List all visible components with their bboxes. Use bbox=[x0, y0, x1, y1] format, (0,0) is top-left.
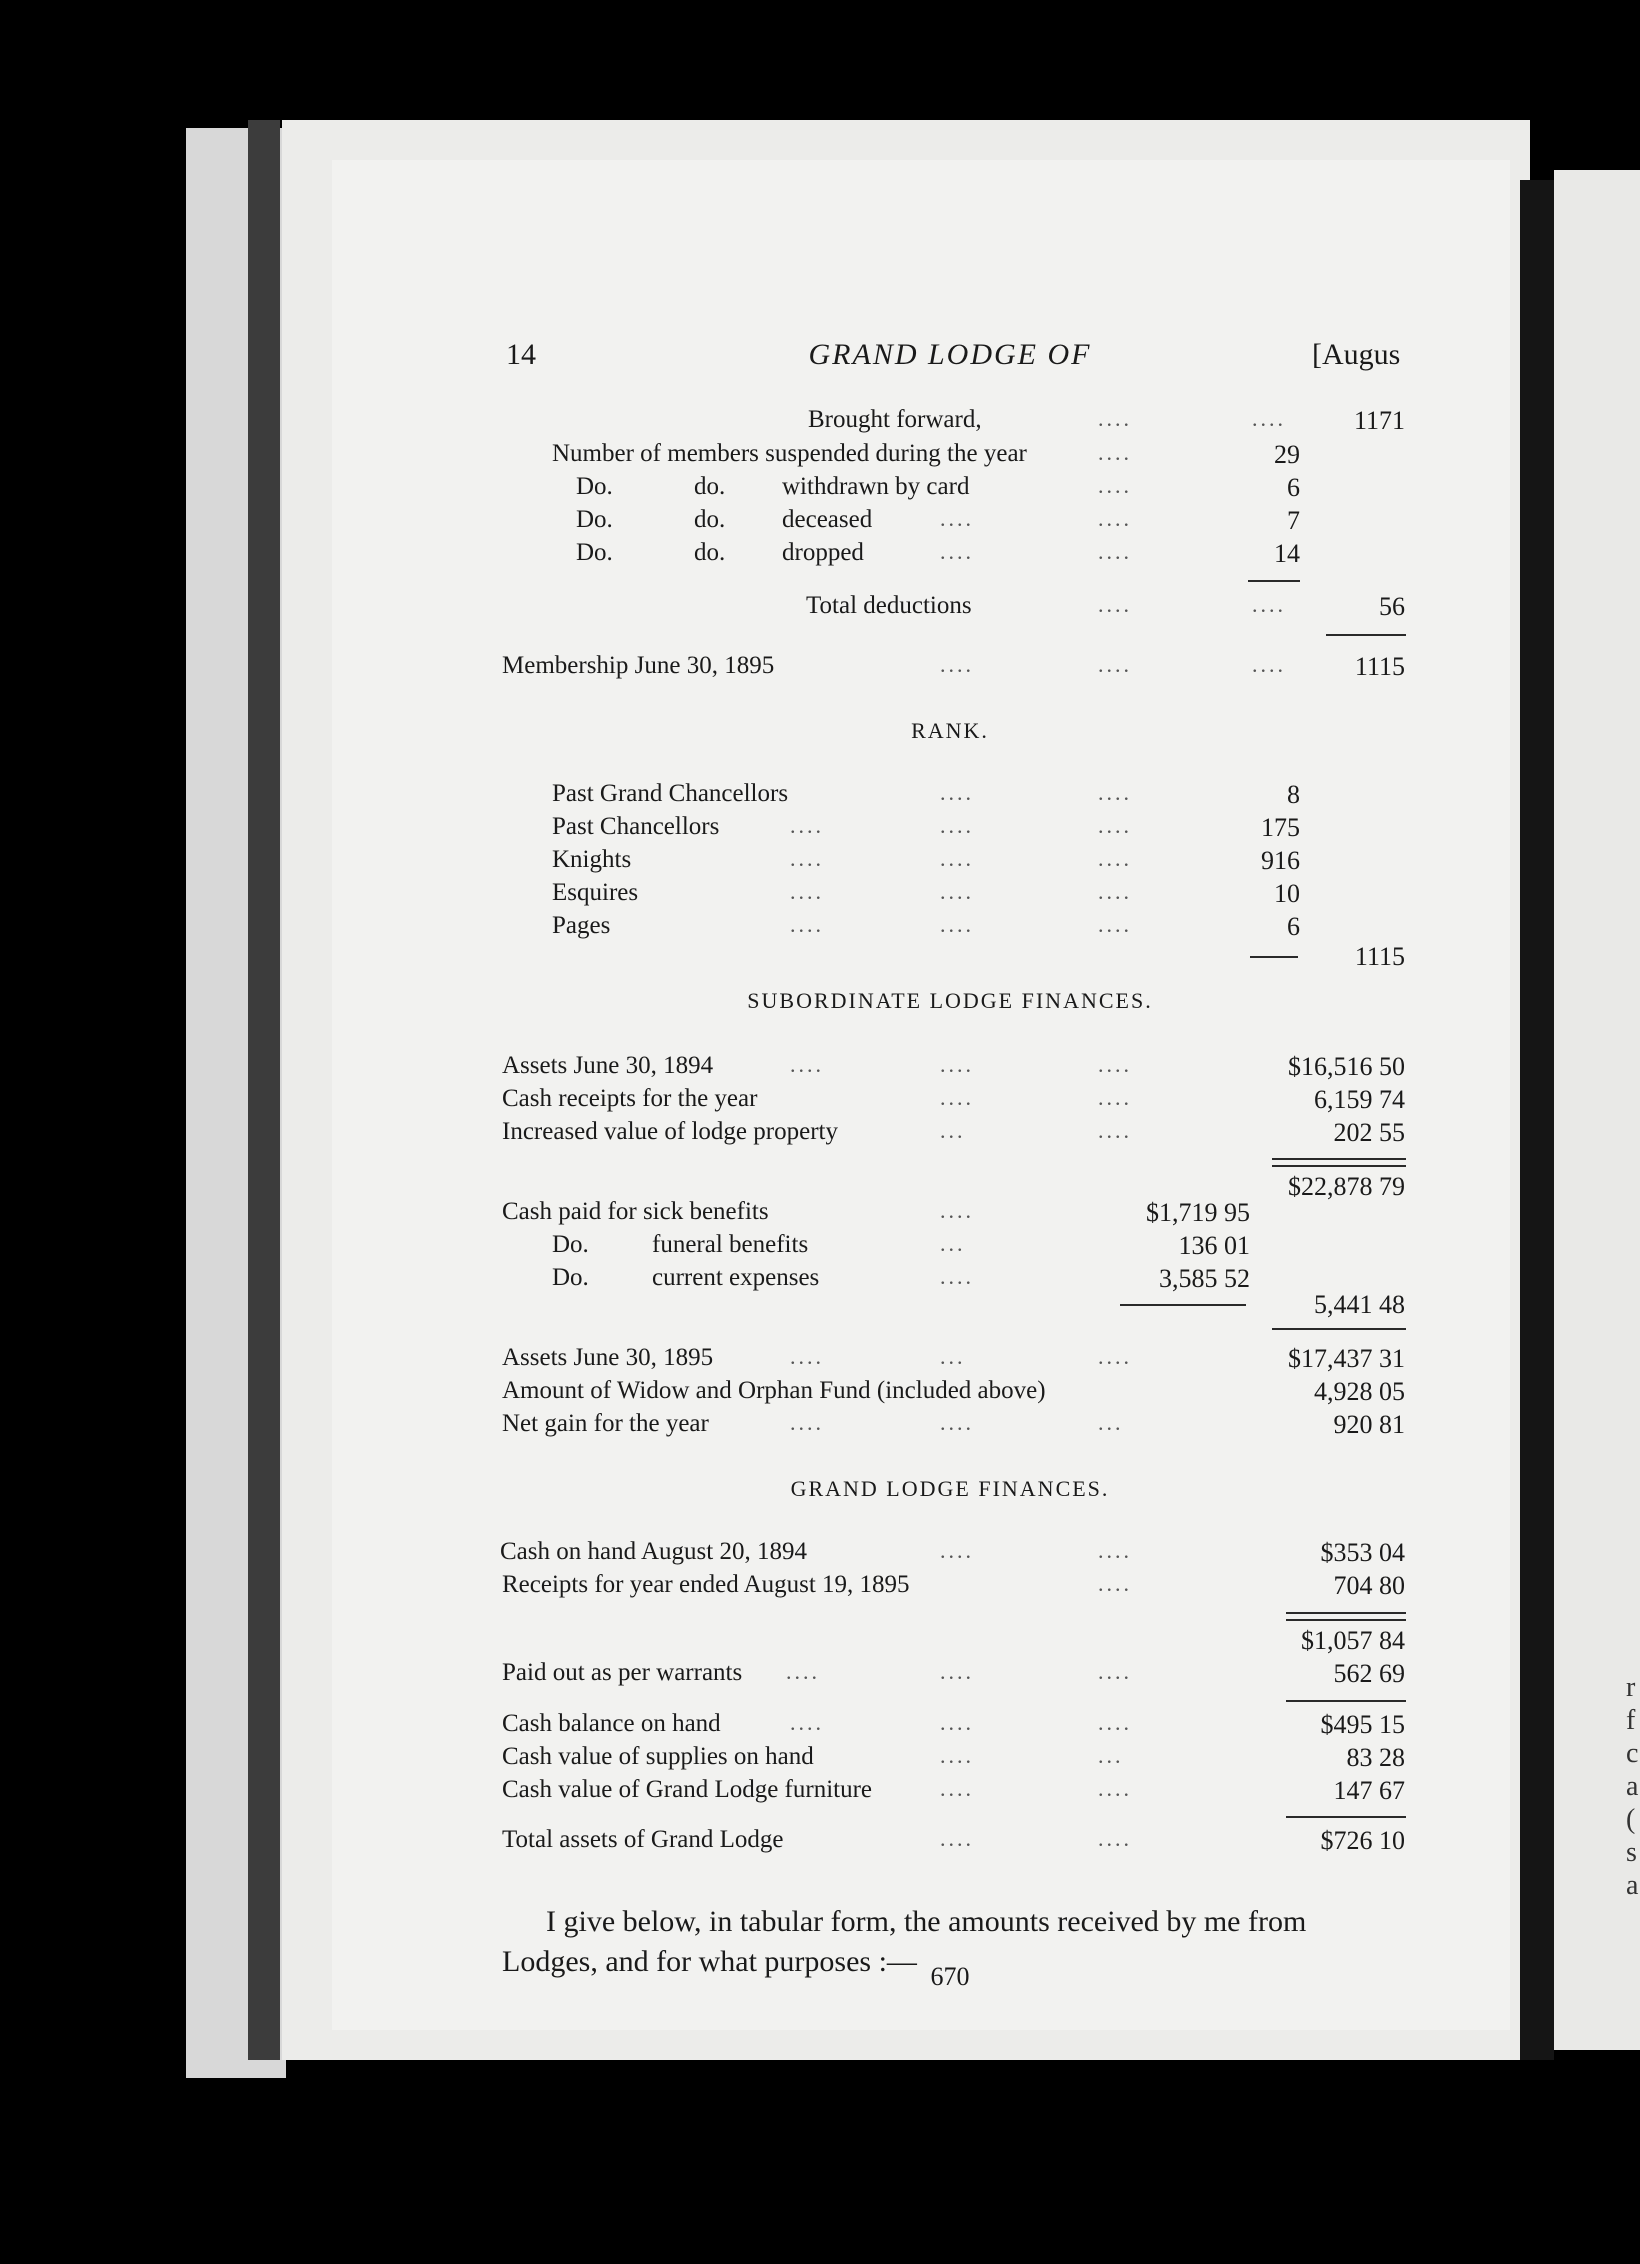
adjacent-page-letter: a bbox=[1626, 1870, 1639, 1901]
leader-dots: .... bbox=[940, 1264, 974, 1289]
leader-dots: .... bbox=[790, 1710, 824, 1735]
row-amount: $353 04 bbox=[1320, 1538, 1405, 1567]
leader-dots: .... bbox=[940, 1085, 974, 1110]
row-label: Increased value of lodge property bbox=[502, 1118, 838, 1145]
leader-dots: .... bbox=[790, 813, 824, 838]
row-label: Knights bbox=[552, 846, 632, 873]
row-label: funeral benefits bbox=[652, 1231, 809, 1258]
finance-row bbox=[0, 1710, 1640, 1744]
row-amount: 147 67 bbox=[1333, 1776, 1405, 1805]
row-amount: $726 10 bbox=[1320, 1826, 1405, 1855]
section-heading-subordinate: SUBORDINATE LODGE FINANCES. bbox=[747, 988, 1153, 1013]
leader-dots: .... bbox=[940, 1052, 974, 1077]
row-label: Esquires bbox=[552, 879, 639, 906]
row-label-prefix: Do. bbox=[552, 1264, 589, 1291]
brought-forward-row bbox=[0, 406, 1640, 440]
row-value: 6 bbox=[1287, 912, 1300, 941]
leader-dots: .... bbox=[1098, 1826, 1132, 1851]
leader-dots: .... bbox=[1098, 539, 1132, 564]
leader-dots: .... bbox=[940, 846, 974, 871]
deduction-row bbox=[0, 440, 1640, 474]
row-label: Assets June 30, 1895 bbox=[502, 1344, 714, 1371]
row-label: Brought forward, bbox=[808, 406, 982, 433]
row-amount: $1,057 84 bbox=[1301, 1626, 1405, 1655]
row-label: Membership June 30, 1895 bbox=[502, 652, 775, 679]
finance-row bbox=[0, 1410, 1640, 1444]
sum-rule bbox=[1272, 1328, 1406, 1330]
row-amount: 5,441 48 bbox=[1314, 1290, 1405, 1319]
row-amount: 83 28 bbox=[1346, 1743, 1405, 1772]
row-label: withdrawn by card bbox=[782, 473, 970, 500]
row-total: 1115 bbox=[1354, 942, 1405, 971]
membership-end-row bbox=[0, 652, 1640, 686]
leader-dots: ... bbox=[940, 1344, 966, 1369]
row-label-prefix: Do. bbox=[576, 539, 613, 566]
leader-dots: .... bbox=[1098, 1659, 1132, 1684]
leader-dots: .... bbox=[1252, 592, 1286, 617]
row-amount: $17,437 31 bbox=[1288, 1344, 1405, 1373]
finance-row bbox=[0, 1659, 1640, 1693]
leader-dots: .... bbox=[1098, 879, 1132, 904]
leader-dots: .... bbox=[940, 780, 974, 805]
rank-row bbox=[0, 879, 1640, 913]
leader-dots: .... bbox=[940, 1776, 974, 1801]
row-label-ditto: do. bbox=[694, 506, 726, 533]
rank-total-row bbox=[0, 942, 1640, 976]
row-label: Cash balance on hand bbox=[502, 1710, 721, 1737]
deduction-row bbox=[0, 473, 1640, 507]
leader-dots: .... bbox=[1098, 1344, 1132, 1369]
row-amount: 704 80 bbox=[1333, 1571, 1405, 1600]
row-label: Amount of Widow and Orphan Fund (included above) bbox=[502, 1377, 1046, 1404]
finance-row bbox=[0, 1231, 1640, 1265]
leader-dots: .... bbox=[790, 1344, 824, 1369]
leader-dots: ... bbox=[1098, 1410, 1124, 1435]
leader-dots: .... bbox=[790, 1052, 824, 1077]
leader-dots: .... bbox=[1252, 652, 1286, 677]
row-label-prefix: Do. bbox=[552, 1231, 589, 1258]
leader-dots: .... bbox=[940, 1710, 974, 1735]
row-label: Pages bbox=[552, 912, 611, 939]
row-label: Assets June 30, 1894 bbox=[502, 1052, 714, 1079]
leader-dots: .... bbox=[1098, 406, 1132, 431]
row-amount: 562 69 bbox=[1333, 1659, 1405, 1688]
row-value: 10 bbox=[1274, 879, 1300, 908]
deduction-row bbox=[0, 539, 1640, 573]
leader-dots: .... bbox=[940, 1659, 974, 1684]
rank-row bbox=[0, 846, 1640, 880]
leader-dots: .... bbox=[790, 912, 824, 937]
sum-rule bbox=[1248, 580, 1300, 582]
leader-dots: .... bbox=[1098, 1776, 1132, 1801]
adjacent-page-letter: s bbox=[1626, 1837, 1637, 1868]
rank-row bbox=[0, 813, 1640, 847]
row-total: 1171 bbox=[1353, 406, 1405, 435]
leader-dots: .... bbox=[940, 652, 974, 677]
leader-dots: .... bbox=[940, 813, 974, 838]
row-amount: $16,516 50 bbox=[1288, 1052, 1405, 1081]
row-total: 56 bbox=[1379, 592, 1405, 621]
row-value: 916 bbox=[1261, 846, 1300, 875]
leader-dots: .... bbox=[940, 1410, 974, 1435]
row-label: deceased bbox=[782, 506, 873, 533]
rank-row bbox=[0, 912, 1640, 946]
finance-row bbox=[0, 1052, 1640, 1086]
finance-row bbox=[0, 1538, 1640, 1572]
row-label: Cash on hand August 20, 1894 bbox=[500, 1538, 807, 1565]
sum-rule bbox=[1272, 1158, 1406, 1167]
row-label-prefix: Do. bbox=[576, 506, 613, 533]
leader-dots: .... bbox=[1098, 440, 1132, 465]
row-label: current expenses bbox=[652, 1264, 820, 1291]
row-label: Receipts for year ended August 19, 1895 bbox=[502, 1571, 910, 1598]
row-label: Past Grand Chancellors bbox=[552, 780, 789, 807]
leader-dots: .... bbox=[790, 1410, 824, 1435]
rank-row bbox=[0, 780, 1640, 814]
row-label: Total deductions bbox=[806, 592, 972, 619]
leader-dots: .... bbox=[940, 1198, 974, 1223]
row-label: Past Chancellors bbox=[552, 813, 720, 840]
deduction-row bbox=[0, 506, 1640, 540]
row-label: Cash value of Grand Lodge furniture bbox=[502, 1776, 873, 1803]
folio-number: 670 bbox=[930, 1962, 970, 1991]
leader-dots: .... bbox=[1098, 473, 1132, 498]
row-label-ditto: do. bbox=[694, 539, 726, 566]
sum-rule bbox=[1286, 1612, 1406, 1621]
row-label: Cash value of supplies on hand bbox=[502, 1743, 814, 1770]
leader-dots: .... bbox=[1098, 1710, 1132, 1735]
finance-row bbox=[0, 1743, 1640, 1777]
row-value: 8 bbox=[1287, 780, 1300, 809]
leader-dots: .... bbox=[1098, 506, 1132, 531]
leader-dots: .... bbox=[1098, 1571, 1132, 1596]
row-label: Number of members suspended during the year bbox=[552, 440, 1027, 467]
leader-dots: .... bbox=[1098, 780, 1132, 805]
row-amount: $22,878 79 bbox=[1288, 1172, 1405, 1201]
row-amount: 3,585 52 bbox=[1159, 1264, 1250, 1293]
row-amount: $1,719 95 bbox=[1146, 1198, 1250, 1227]
finance-row bbox=[0, 1085, 1640, 1119]
section-heading-grand: GRAND LODGE FINANCES. bbox=[790, 1476, 1110, 1501]
finance-subtotal-row bbox=[0, 1290, 1640, 1324]
leader-dots: .... bbox=[786, 1659, 820, 1684]
adjacent-page-letter: r bbox=[1626, 1672, 1636, 1703]
row-label-prefix: Do. bbox=[576, 473, 613, 500]
leader-dots: .... bbox=[1098, 813, 1132, 838]
adjacent-page-letter: f bbox=[1626, 1705, 1636, 1736]
leader-dots: ... bbox=[940, 1118, 966, 1143]
leader-dots: .... bbox=[940, 912, 974, 937]
leader-dots: ... bbox=[940, 1231, 966, 1256]
leader-dots: .... bbox=[940, 1743, 974, 1768]
row-value: 14 bbox=[1274, 539, 1300, 568]
finance-row bbox=[0, 1118, 1640, 1152]
leader-dots: .... bbox=[1098, 1052, 1132, 1077]
leader-dots: .... bbox=[940, 506, 974, 531]
row-label: Cash receipts for the year bbox=[502, 1085, 758, 1112]
finance-row bbox=[0, 1776, 1640, 1810]
leader-dots: .... bbox=[790, 879, 824, 904]
row-label: Cash paid for sick benefits bbox=[502, 1198, 769, 1225]
adjacent-page-letter: a bbox=[1626, 1771, 1639, 1802]
page-number: 14 bbox=[506, 338, 536, 371]
row-total: 1115 bbox=[1354, 652, 1405, 681]
row-label: Paid out as per warrants bbox=[502, 1659, 743, 1686]
leader-dots: .... bbox=[940, 879, 974, 904]
row-value: 6 bbox=[1287, 473, 1300, 502]
row-label: Total assets of Grand Lodge bbox=[502, 1826, 784, 1853]
row-amount: 202 55 bbox=[1333, 1118, 1405, 1147]
finance-row bbox=[0, 1344, 1640, 1378]
closing-paragraph: I give below, in tabular form, the amounts received by me from Lodges, and for what purposes :— bbox=[502, 1905, 1307, 1978]
finance-row bbox=[0, 1377, 1640, 1411]
finance-row bbox=[0, 1571, 1640, 1605]
leader-dots: .... bbox=[790, 846, 824, 871]
leader-dots: ... bbox=[1098, 1743, 1124, 1768]
sum-rule bbox=[1326, 634, 1406, 636]
finance-total-row bbox=[0, 1826, 1640, 1860]
adjacent-page-letter: c bbox=[1626, 1738, 1639, 1769]
row-value: 175 bbox=[1261, 813, 1300, 842]
leader-dots: .... bbox=[1098, 1538, 1132, 1563]
leader-dots: .... bbox=[1098, 1118, 1132, 1143]
finance-row bbox=[0, 1198, 1640, 1232]
sum-rule bbox=[1286, 1700, 1406, 1702]
running-month: [Augus bbox=[1312, 338, 1401, 371]
leader-dots: .... bbox=[1098, 912, 1132, 937]
leader-dots: .... bbox=[940, 1538, 974, 1563]
leader-dots: .... bbox=[1098, 652, 1132, 677]
row-amount: 920 81 bbox=[1333, 1410, 1405, 1439]
leader-dots: .... bbox=[940, 539, 974, 564]
sum-rule bbox=[1286, 1816, 1406, 1818]
leader-dots: .... bbox=[1098, 846, 1132, 871]
row-label: dropped bbox=[782, 539, 864, 566]
finance-subtotal-row bbox=[0, 1626, 1640, 1660]
row-amount: 6,159 74 bbox=[1314, 1085, 1405, 1114]
leader-dots: .... bbox=[1252, 406, 1286, 431]
row-label: Net gain for the year bbox=[502, 1410, 709, 1437]
running-title: GRAND LODGE OF bbox=[808, 338, 1092, 371]
row-amount: 136 01 bbox=[1178, 1231, 1250, 1260]
section-heading-rank: RANK. bbox=[911, 718, 989, 743]
row-amount: 4,928 05 bbox=[1314, 1377, 1405, 1406]
row-label-ditto: do. bbox=[694, 473, 726, 500]
total-deductions-row bbox=[0, 592, 1640, 626]
row-value: 29 bbox=[1274, 440, 1300, 469]
leader-dots: .... bbox=[1098, 592, 1132, 617]
leader-dots: .... bbox=[940, 1826, 974, 1851]
row-value: 7 bbox=[1287, 506, 1300, 535]
row-amount: $495 15 bbox=[1320, 1710, 1405, 1739]
adjacent-page-letter: ( bbox=[1626, 1804, 1636, 1835]
leader-dots: .... bbox=[1098, 1085, 1132, 1110]
